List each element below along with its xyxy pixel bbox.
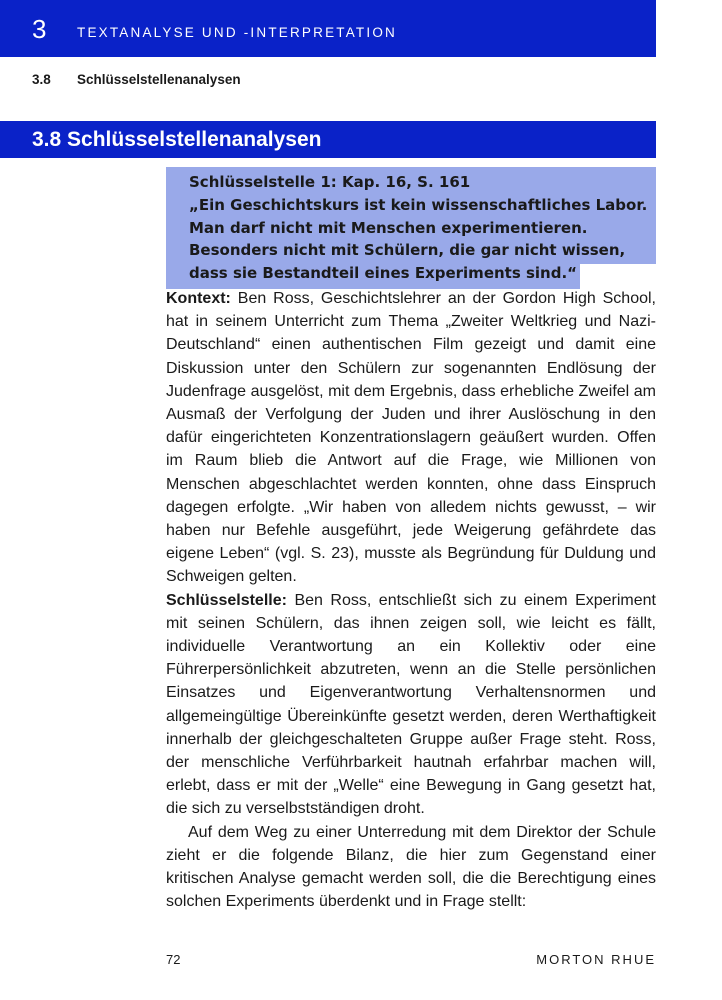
footer-author: MORTON RHUE — [536, 952, 656, 967]
key-passage-text: Ben Ross, entschließt sich zu einem Experiment mit seinen Schülern, das ihnen zeigen soll, wie leicht es fällt, individuelle Verantwortung an ein Kollektiv oder eine Führerpersönlichkeit abzutreten, wenn an die Stelle persönlichen Einsatzes und Eigenverantwortung Verhaltensnormen und allgemeingültige Übereinkünfte gesetzt werden, deren Werthaftigkeit innerhalb der gleichgeschalteten Gruppe außer Frage steht. Ross, der menschliche Verführbarkeit hautnah erfahrbar machen will, erlebt, dass er mit der „Welle“ eine Bewegung in Gang gesetzt hat, die sich zu verselbstständigen droht. — [166, 591, 656, 818]
key-passage-paragraph — [166, 589, 656, 821]
quote-line: Besonders nicht mit Schülern, die gar nicht wissen, — [189, 241, 626, 260]
breadcrumb-number: 3.8 — [32, 72, 51, 87]
breadcrumb-title: Schlüsselstellenanalysen — [77, 72, 241, 87]
page-number: 72 — [166, 952, 181, 967]
body-text — [166, 287, 656, 913]
key-passage-label: Schlüsselstelle: — [166, 591, 287, 609]
chapter-number: 3 — [32, 14, 47, 44]
context-label: Kontext: — [166, 290, 231, 307]
quote-line: „Ein Geschichtskurs ist kein wissenschaftliches Labor. — [189, 195, 648, 214]
section-title: 3.8 Schlüsselstellenanalysen — [32, 128, 322, 151]
analysis-paragraph: Auf dem Weg zu einer Unterredung mit dem Direktor der Schule zieht er die folgende Bilanz, die hier zum Gegenstand einer kritischen Analyse gemacht werden soll, die die Berechtigung eines solchen Experiments überdenkt und in Frage stellt: — [166, 823, 656, 911]
context-text: Ben Ross, Geschichtslehrer an der Gordon High School, hat in seinem Unterricht zum Thema „Zweiter Weltkrieg und Nazi-Deutschland“ einen authentischen Film gezeigt und damit eine Diskussion unter den Schülern zur sogenannten Endlösung der Judenfrage ausgelöst, mit dem Ergebnis, dass erhebliche Zweifel am Ausmaß der Verfolgung der Juden und ihrer Auslöschung in den dafür eingerichteten Konzentrationslagern geäußert wurden. Offen im Raum blieb die Antwort auf die Frage, wie Millionen von Menschen abgeschlachtet werden konnten, ohne dass Einspruch dagegen erfolgte. „Wir haben von alledem nichts gewusst, – wir haben nur Befehle ausgeführt, jede Weigerung gefährdete das eigene Leben“ (vgl. S. 23), musste als Begründung für Duldung und Schweigen gelten. — [166, 290, 656, 586]
quote-heading: Schlüsselstelle 1: Kap. 16, S. 161 — [189, 173, 471, 191]
context-paragraph — [166, 287, 656, 589]
chapter-title: TEXTANALYSE UND -INTERPRETATION — [77, 25, 397, 40]
quote-line: Man darf nicht mit Menschen experimentieren. — [189, 218, 588, 237]
quote-line: dass sie Bestandteil eines Experiments sind.“ — [189, 264, 578, 283]
key-quote — [189, 171, 649, 285]
